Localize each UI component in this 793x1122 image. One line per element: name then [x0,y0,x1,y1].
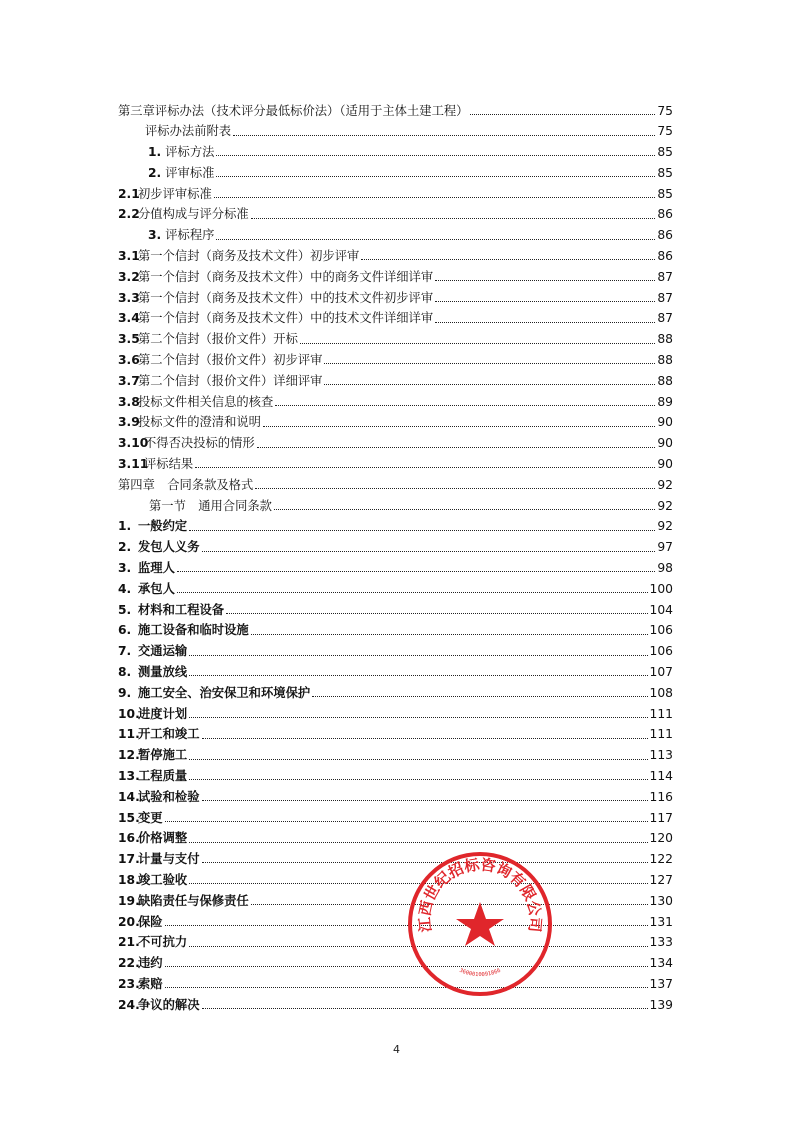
toc-entry[interactable] [118,949,673,970]
toc-entry-title: 材料和工程设备 [138,602,225,617]
toc-entry-title: 第一节 通用合同条款 [149,498,272,513]
toc-entry-title: 投标文件相关信息的核查 [138,394,274,409]
toc-entry-title: 争议的解决 [138,997,200,1012]
toc-entry-number: 3.7 [118,373,140,388]
toc-entry[interactable] [118,554,673,575]
page-number: 4 [393,1043,400,1056]
toc-entry-number: 3.4 [118,311,140,326]
toc-entry-number: 21. [118,935,140,950]
toc-entry-number: 6. [118,623,132,638]
toc-entry-title: 第二个信封（报价文件）详细评审 [138,373,323,388]
toc-entry-page: 88 [657,373,673,388]
toc-entry-number: 3. [148,228,162,243]
toc-entry-title: 评标结果 [144,457,194,472]
toc-leader-dots [216,155,655,156]
toc-entry-title: 第三章评标办法（技术评分最低标价法）（适用于主体土建工程） [118,103,469,118]
toc-entry-number: 3.5 [118,332,140,347]
toc-entry-page: 137 [649,976,673,991]
toc-leader-dots [275,405,655,406]
toc-entry[interactable] [118,429,673,450]
toc-entry-title: 变更 [138,810,163,825]
toc-entry-number: 4. [118,581,132,596]
toc-entry-number: 2. [118,540,132,555]
toc-entry-number: 3.3 [118,290,140,305]
toc-leader-dots [177,571,655,572]
toc-entry-number: 2. [148,165,162,180]
toc-entry-page: 75 [657,103,673,118]
table-of-contents [118,96,673,1011]
toc-entry-page: 114 [649,769,673,783]
toc-leader-dots [361,259,655,260]
toc-entry-title: 第一个信封（商务及技术文件）初步评审 [138,249,360,264]
toc-entry-page: 87 [657,290,673,305]
toc-entry-number: 13. [118,769,140,783]
star-icon [456,902,504,946]
toc-entry[interactable] [118,928,673,949]
toc-entry-page: 107 [649,665,673,680]
toc-entry-number: 16. [118,831,140,846]
toc-leader-dots [189,655,647,656]
toc-entry[interactable] [118,221,673,242]
toc-entry[interactable] [118,158,673,179]
toc-entry-page: 106 [649,623,673,638]
toc-leader-dots [202,738,648,739]
toc-entry-page: 97 [657,540,673,555]
toc-entry[interactable] [118,845,673,866]
toc-entry-page: 90 [657,415,673,430]
toc-entry-title: 工程质量 [138,769,188,783]
toc-entry-page: 90 [657,436,673,451]
toc-leader-dots [435,280,655,281]
toc-entry-page: 120 [649,831,673,846]
toc-entry-title: 评标办法前附表 [145,124,232,139]
toc-leader-dots [189,842,647,843]
toc-leader-dots [470,114,655,115]
toc-entry-page: 92 [657,498,673,513]
toc-entry-number: 24. [118,997,140,1012]
toc-entry-title: 承包人 [138,581,175,596]
toc-entry[interactable] [118,990,673,1011]
toc-entry-title: 第一个信封（商务及技术文件）中的商务文件详细详审 [138,269,434,284]
toc-entry-page: 111 [649,706,673,721]
toc-leader-dots [177,592,648,593]
toc-entry-title: 施工设备和临时设施 [138,623,249,638]
toc-entry[interactable] [118,574,673,595]
toc-entry-title: 一般约定 [138,519,188,534]
toc-entry[interactable] [118,741,673,762]
toc-entry-title: 投标文件的澄清和说明 [138,415,261,430]
toc-leader-dots [274,509,655,510]
toc-entry[interactable] [118,616,673,637]
toc-entry-number: 12. [118,748,140,763]
toc-leader-dots [189,530,655,531]
seal-text: 江西世纪招标咨询有限公司 [415,855,545,933]
toc-entry-page: 92 [657,519,673,534]
toc-leader-dots [255,488,655,489]
toc-leader-dots [189,717,647,718]
toc-entry[interactable] [118,782,673,803]
toc-entry-number: 7. [118,644,132,659]
toc-entry-number: 9. [118,685,132,700]
toc-leader-dots [435,322,655,323]
toc-entry-page: 87 [657,311,673,326]
toc-entry-number: 19. [118,893,140,908]
toc-entry-title: 评标程序 [165,228,215,243]
toc-entry[interactable] [118,408,673,429]
toc-leader-dots [324,363,655,364]
toc-leader-dots [216,239,655,240]
toc-leader-dots [195,467,655,468]
toc-entry-number: 17. [118,852,140,867]
toc-entry-number: 18. [118,872,140,887]
toc-entry-title: 评审标准 [165,165,215,180]
toc-entry-page: 116 [649,789,673,804]
toc-leader-dots [251,218,656,219]
toc-entry[interactable] [118,304,673,325]
toc-entry-page: 89 [657,394,673,409]
toc-leader-dots [165,821,648,822]
toc-entry-number: 11. [118,727,140,742]
toc-entry-page: 122 [649,852,673,867]
toc-entry-title: 违约 [138,956,163,971]
toc-entry-title: 保险 [138,914,163,929]
toc-entry[interactable] [118,387,673,408]
toc-entry[interactable] [118,325,673,346]
toc-entry-page: 88 [657,332,673,347]
toc-entry-number: 3.6 [118,353,140,368]
seal-code: 3600010091866 [458,967,502,979]
toc-entry-title: 暂停施工 [138,748,188,763]
toc-entry-title: 索赔 [138,976,163,991]
toc-entry[interactable] [118,969,673,990]
toc-entry-title: 施工安全、治安保卫和环境保护 [138,685,311,700]
toc-leader-dots [189,759,647,760]
toc-entry-title: 价格调整 [138,831,188,846]
toc-leader-dots [435,301,655,302]
toc-entry-title: 第二个信封（报价文件）开标 [138,332,298,347]
toc-entry-title: 第二个信封（报价文件）初步评审 [138,353,323,368]
toc-entry-page: 87 [657,269,673,284]
toc-entry-page: 100 [649,581,673,596]
toc-entry-page: 85 [657,165,673,180]
toc-leader-dots [233,135,655,136]
toc-entry[interactable] [118,470,673,491]
toc-entry-number: 3.11 [118,457,149,472]
toc-entry-number: 1. [118,519,132,534]
toc-entry-number: 1. [148,145,162,160]
toc-leader-dots [202,800,648,801]
toc-leader-dots [257,447,656,448]
toc-entry-title: 交通运输 [138,644,188,659]
toc-entry[interactable] [118,762,673,783]
toc-entry[interactable] [118,699,673,720]
toc-entry-title: 不得否决投标的情形 [144,436,255,451]
toc-entry-number: 2.1 [118,186,140,201]
toc-entry-title: 第一个信封（商务及技术文件）中的技术文件初步评审 [138,290,434,305]
toc-entry[interactable] [118,824,673,845]
toc-entry-page: 134 [649,956,673,971]
toc-entry-title: 第一个信封（商务及技术文件）中的技术文件详细详审 [138,311,434,326]
toc-entry[interactable] [118,200,673,221]
toc-entry[interactable] [118,366,673,387]
toc-entry[interactable] [118,138,673,159]
toc-entry[interactable] [118,637,673,658]
toc-entry-title: 发包人义务 [138,540,200,555]
toc-entry-page: 117 [649,810,673,825]
toc-leader-dots [189,779,647,780]
toc-entry[interactable] [118,179,673,200]
toc-entry-page: 98 [657,561,673,576]
toc-entry-title: 初步评审标准 [138,186,212,201]
toc-entry-page: 92 [657,477,673,492]
toc-leader-dots [216,176,655,177]
toc-entry-title: 不可抗力 [138,935,188,950]
toc-entry-page: 90 [657,457,673,472]
toc-entry[interactable] [118,512,673,533]
toc-entry[interactable] [118,262,673,283]
toc-entry[interactable] [118,595,673,616]
toc-entry-title: 测量放线 [138,665,188,680]
toc-entry[interactable] [118,242,673,263]
toc-entry-page: 131 [649,914,673,929]
toc-entry-page: 86 [657,207,673,222]
toc-entry[interactable] [118,678,673,699]
toc-leader-dots [300,343,655,344]
toc-entry[interactable] [118,533,673,554]
toc-entry[interactable] [118,803,673,824]
toc-leader-dots [263,426,655,427]
toc-entry[interactable] [118,886,673,907]
toc-entry-title: 竣工验收 [138,872,188,887]
toc-entry[interactable] [118,283,673,304]
toc-entry-number: 5. [118,602,132,617]
toc-entry-title: 缺陷责任与保修责任 [138,893,249,908]
toc-entry-number: 23. [118,976,140,991]
toc-entry-number: 22. [118,956,140,971]
toc-entry-number: 3.10 [118,436,149,451]
toc-entry[interactable] [118,907,673,928]
toc-entry-page: 85 [657,145,673,160]
toc-entry-page: 86 [657,249,673,264]
toc-entry-number: 3. [118,561,132,576]
toc-leader-dots [202,551,656,552]
toc-entry-page: 108 [649,685,673,700]
toc-entry[interactable] [118,491,673,512]
toc-entry-page: 85 [657,186,673,201]
toc-entry-number: 3.1 [118,249,140,264]
toc-leader-dots [189,675,647,676]
toc-entry-number: 14. [118,789,140,804]
toc-entry-number: 3.9 [118,415,140,430]
toc-entry-title: 监理人 [138,561,175,576]
toc-entry-page: 86 [657,228,673,243]
company-seal [405,849,555,999]
toc-entry-page: 139 [649,997,673,1012]
toc-entry-title: 开工和竣工 [138,727,200,742]
toc-entry-title: 试验和检验 [138,789,200,804]
toc-entry-page: 88 [657,353,673,368]
toc-entry-title: 计量与支付 [138,852,200,867]
toc-entry-page: 127 [649,872,673,887]
toc-entry-page: 104 [649,602,673,617]
toc-entry[interactable] [118,720,673,741]
toc-entry[interactable] [118,865,673,886]
toc-entry-number: 3.8 [118,394,140,409]
toc-entry-page: 75 [657,124,673,139]
toc-entry-number: 2.2 [118,207,140,222]
toc-leader-dots [202,1008,648,1009]
toc-entry-title: 评标方法 [165,145,215,160]
toc-entry-page: 106 [649,644,673,659]
toc-entry-title: 第四章 合同条款及格式 [118,477,254,492]
toc-entry-page: 111 [649,727,673,742]
toc-leader-dots [251,634,648,635]
toc-entry-page: 113 [649,748,673,763]
toc-entry-page: 133 [649,935,673,950]
toc-entry-number: 8. [118,665,132,680]
toc-entry[interactable] [118,450,673,471]
toc-entry-title: 进度计划 [138,706,188,721]
toc-entry-title: 分值构成与评分标准 [138,207,249,222]
toc-entry[interactable] [118,346,673,367]
toc-entry[interactable] [118,96,673,117]
toc-entry-page: 130 [649,893,673,908]
toc-entry[interactable] [118,658,673,679]
toc-entry-number: 10. [118,706,140,721]
toc-entry-number: 3.2 [118,269,140,284]
toc-leader-dots [312,696,647,697]
toc-entry[interactable] [118,117,673,138]
toc-leader-dots [324,384,655,385]
toc-leader-dots [226,613,647,614]
toc-entry-number: 15. [118,810,140,825]
toc-leader-dots [214,197,656,198]
toc-entry-number: 20. [118,914,140,929]
